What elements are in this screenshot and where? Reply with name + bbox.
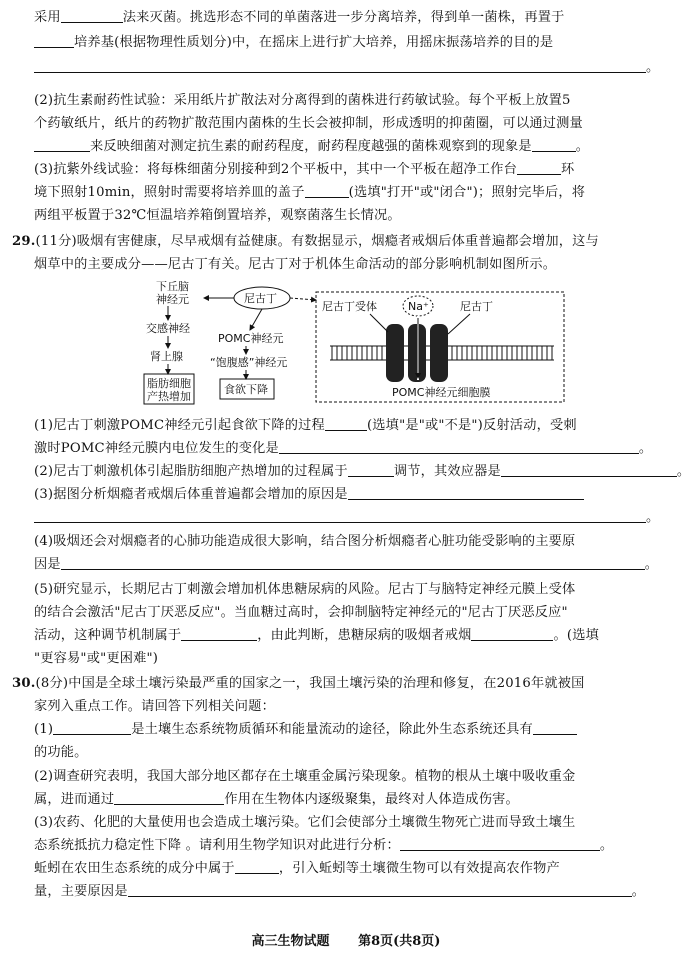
answer-blank[interactable]	[305, 183, 349, 198]
q29-p2-line: (2)尼古丁刺激机体引起脂肪细胞产热增加的过程属于 调节，其效应器是 。	[34, 464, 691, 479]
answer-blank[interactable]	[34, 33, 74, 48]
membrane-label: POMC神经元细胞膜	[392, 386, 491, 399]
q29-p5-line-3	[34, 626, 660, 645]
text: (选填"是"或"不是")反射活动，受刺	[366, 418, 577, 433]
q28-p2-line-2: 个药敏纸片，纸片的药物扩散范围内菌株的生长会被抑制，形成透明的抑菌圈，可以通过测量	[34, 116, 583, 131]
text: 作用在生物体内逐级聚集，最终对人体造成伤害。	[224, 792, 519, 807]
q30-p3-line-1: (3)农药、化肥的大量使用也会造成土壤污染。它们会使部分土壤微生物死亡进而导致土壤生	[34, 815, 576, 830]
arrow	[290, 298, 316, 300]
answer-blank[interactable]	[532, 137, 576, 152]
q28-line-1	[34, 8, 660, 27]
q28-line-2	[34, 33, 660, 52]
answer-blank[interactable]	[53, 720, 131, 735]
q28-p3-line-3: 两组平板置于32℃恒温培养箱倒置培养，观察菌落生长情况。	[34, 208, 401, 223]
text: 调节，其效应器是	[393, 464, 501, 479]
nicotine2-label: 尼古丁	[460, 300, 493, 313]
text: ，引入蚯蚓等土壤微生物可以有效提高农作物产	[278, 861, 560, 876]
hypothalamus-label-2: 神经元	[156, 293, 189, 306]
appetite-label: 食欲下降	[224, 383, 268, 396]
footer-subject: 高三生物试题	[251, 934, 330, 949]
text: 激时POMC神经元膜内电位发生的变化是	[34, 441, 279, 456]
text: 采用	[34, 10, 61, 25]
answer-blank[interactable]	[61, 8, 123, 23]
satiety-label: “饱腹感”神经元	[210, 356, 288, 369]
answer-blank[interactable]	[61, 555, 645, 570]
answer-blank[interactable]	[348, 462, 394, 477]
text: 是土壤生态系统物质循环和能量流动的途径，除此外生态系统还具有	[131, 722, 533, 737]
q28-p2-line-1: (2)抗生素耐药性试验：采用纸片扩散法对分离得到的菌株进行药敏试验。每个平板上放置5	[34, 93, 571, 108]
q29-p5-line-2: 的结合会激活"尼古丁厌恶反应"。当血糖过高时，会抑制脑特定神经元的"尼古丁厌恶反应"	[34, 605, 568, 620]
answer-blank[interactable]	[325, 416, 367, 431]
text: 因是	[34, 557, 61, 572]
q29-p5-line-1: (5)研究显示，长期尼古丁刺激会增加机体患糖尿病的风险。尼古丁与脑特定神经元膜上受体	[34, 582, 576, 597]
page-footer	[0, 930, 692, 949]
answer-blank[interactable]	[181, 626, 257, 641]
text: 境下照射10min，照射时需要将培养皿的盖子	[34, 185, 305, 200]
question-number: 30.	[12, 676, 36, 691]
answer-blank[interactable]	[279, 439, 639, 454]
q30-p1-line-1	[34, 720, 660, 739]
answer-blank[interactable]	[114, 790, 224, 805]
text: 法来灭菌。挑选形态不同的单菌落进一步分离培养，得到单一菌株，再置于	[122, 10, 565, 25]
answer-blank[interactable]	[34, 508, 646, 523]
q30-p3-line-2: 态系统抵抗力稳定性下降 。请利用生物学知识对此进行分析： 。	[34, 838, 614, 853]
hypothalamus-label: 下丘脑	[156, 280, 189, 293]
sympathetic-label: 交感神经	[146, 322, 190, 335]
arrow	[250, 309, 262, 330]
text: 属，进而通过	[34, 792, 115, 807]
q29-intro-line-2: 烟草中的主要成分——尼古丁有关。尼古丁对于机体生命活动的部分影响机制如图所示。	[34, 257, 557, 272]
q30-p3-line-4: 量，主要原因是 。	[34, 884, 646, 899]
q29-p5-line-4: "更容易"或"更困难")	[34, 651, 159, 666]
text: ，由此判断，患糖尿病的吸烟者戒烟	[257, 628, 472, 643]
q30-intro-line-1	[12, 674, 660, 693]
q29-p1-line-1	[34, 416, 660, 435]
q29-intro-line-1	[12, 232, 660, 251]
q30-intro-line-2: 家列入重点工作。请回答下列相关问题：	[34, 699, 275, 714]
text: (3)抗紫外线试验：将每株细菌分别接种到2个平板中，其中一个平板在超净工作台	[34, 162, 518, 177]
answer-blank[interactable]	[348, 485, 584, 500]
q28-p2-line-3: 来反映细菌对测定抗生素的耐药程度，耐药程度越强的菌株观察到的现象是 。	[34, 137, 660, 156]
nicotine-mechanism-diagram	[140, 276, 570, 408]
na-label: Na⁺	[408, 300, 429, 313]
answer-blank[interactable]	[400, 836, 600, 851]
text: (11分)吸烟有害健康，尽早戒烟有益健康。有数据显示，烟瘾者戒烟后体重普遍都会增加，这与	[35, 234, 599, 249]
q29-p4-line-2: 因是 。	[34, 557, 659, 572]
fat-cell-label: 脂肪细胞	[147, 377, 191, 390]
text: (8分)中国是全球土壤污染最严重的国家之一，我国土壤污染的治理和修复，在2016年就被国	[35, 676, 585, 691]
q30-p2-line-2	[34, 790, 660, 809]
fat-cell-label-2: 产热增加	[147, 390, 191, 403]
text: 活动，这种调节机制属于	[34, 628, 182, 643]
text: 蚯蚓在农田生态系统的成分中属于	[34, 861, 235, 876]
text: 环	[561, 162, 575, 177]
text: (1)	[34, 722, 54, 737]
text: 态系统抵抗力稳定性下降 。请利用生物学知识对此进行分析：	[34, 838, 400, 853]
answer-blank[interactable]	[517, 160, 561, 175]
q30-p1-line-2: 的功能。	[34, 745, 88, 760]
text: 培养基(根据物理性质划分)中，在摇床上进行扩大培养，用摇床振荡培养的目的是	[74, 35, 554, 50]
answer-blank[interactable]	[34, 58, 646, 73]
q29-p3-line-2: 。	[34, 508, 660, 527]
adrenal-label: 肾上腺	[150, 350, 183, 363]
q30-p2-line-1: (2)调查研究表明，我国大部分地区都存在土壤重金属污染现象。植物的根从土壤中吸收重金	[34, 769, 576, 784]
q28-p3-line-2	[34, 183, 660, 202]
q29-p4-line-1: (4)吸烟还会对烟瘾者的心肺功能造成很大影响，结合图分析烟瘾者心脏功能受影响的主要原	[34, 534, 576, 549]
text: (3)据图分析烟瘾者戒烟后体重普遍都会增加的原因是	[34, 487, 348, 502]
answer-blank[interactable]	[128, 882, 632, 897]
text: 来反映细菌对测定抗生素的耐药程度，耐药程度越强的菌株观察到的现象是	[90, 139, 532, 154]
text: 量，主要原因是	[34, 884, 128, 899]
text: (2)尼古丁刺激机体引起脂肪细胞产热增加的过程属于	[34, 464, 348, 479]
text: 。(选填	[553, 628, 599, 643]
answer-blank[interactable]	[471, 626, 553, 641]
answer-blank[interactable]	[533, 720, 577, 735]
nicotine-label: 尼古丁	[244, 292, 277, 305]
pointer-line	[448, 314, 470, 334]
q29-p1-line-2: 激时POMC神经元膜内电位发生的变化是 。	[34, 441, 653, 456]
answer-blank[interactable]	[501, 462, 677, 477]
pointer-line	[370, 314, 388, 332]
q28-line-3: 。	[34, 58, 660, 77]
footer-page-number: 第8页(共8页)	[358, 934, 441, 949]
answer-blank[interactable]	[235, 859, 279, 874]
q28-p3-line-1	[34, 160, 660, 179]
question-number: 29.	[12, 234, 36, 249]
pomc-label: POMC神经元	[218, 332, 284, 345]
q30-p3-line-3	[34, 859, 660, 878]
receptor-label: 尼古丁受体	[322, 300, 377, 313]
answer-blank[interactable]	[34, 137, 90, 152]
text: (1)尼古丁刺激POMC神经元引起食欲下降的过程	[34, 418, 325, 433]
q29-p3-line	[34, 485, 660, 504]
text: (选填"打开"或"闭合")；照射完毕后，将	[348, 185, 586, 200]
